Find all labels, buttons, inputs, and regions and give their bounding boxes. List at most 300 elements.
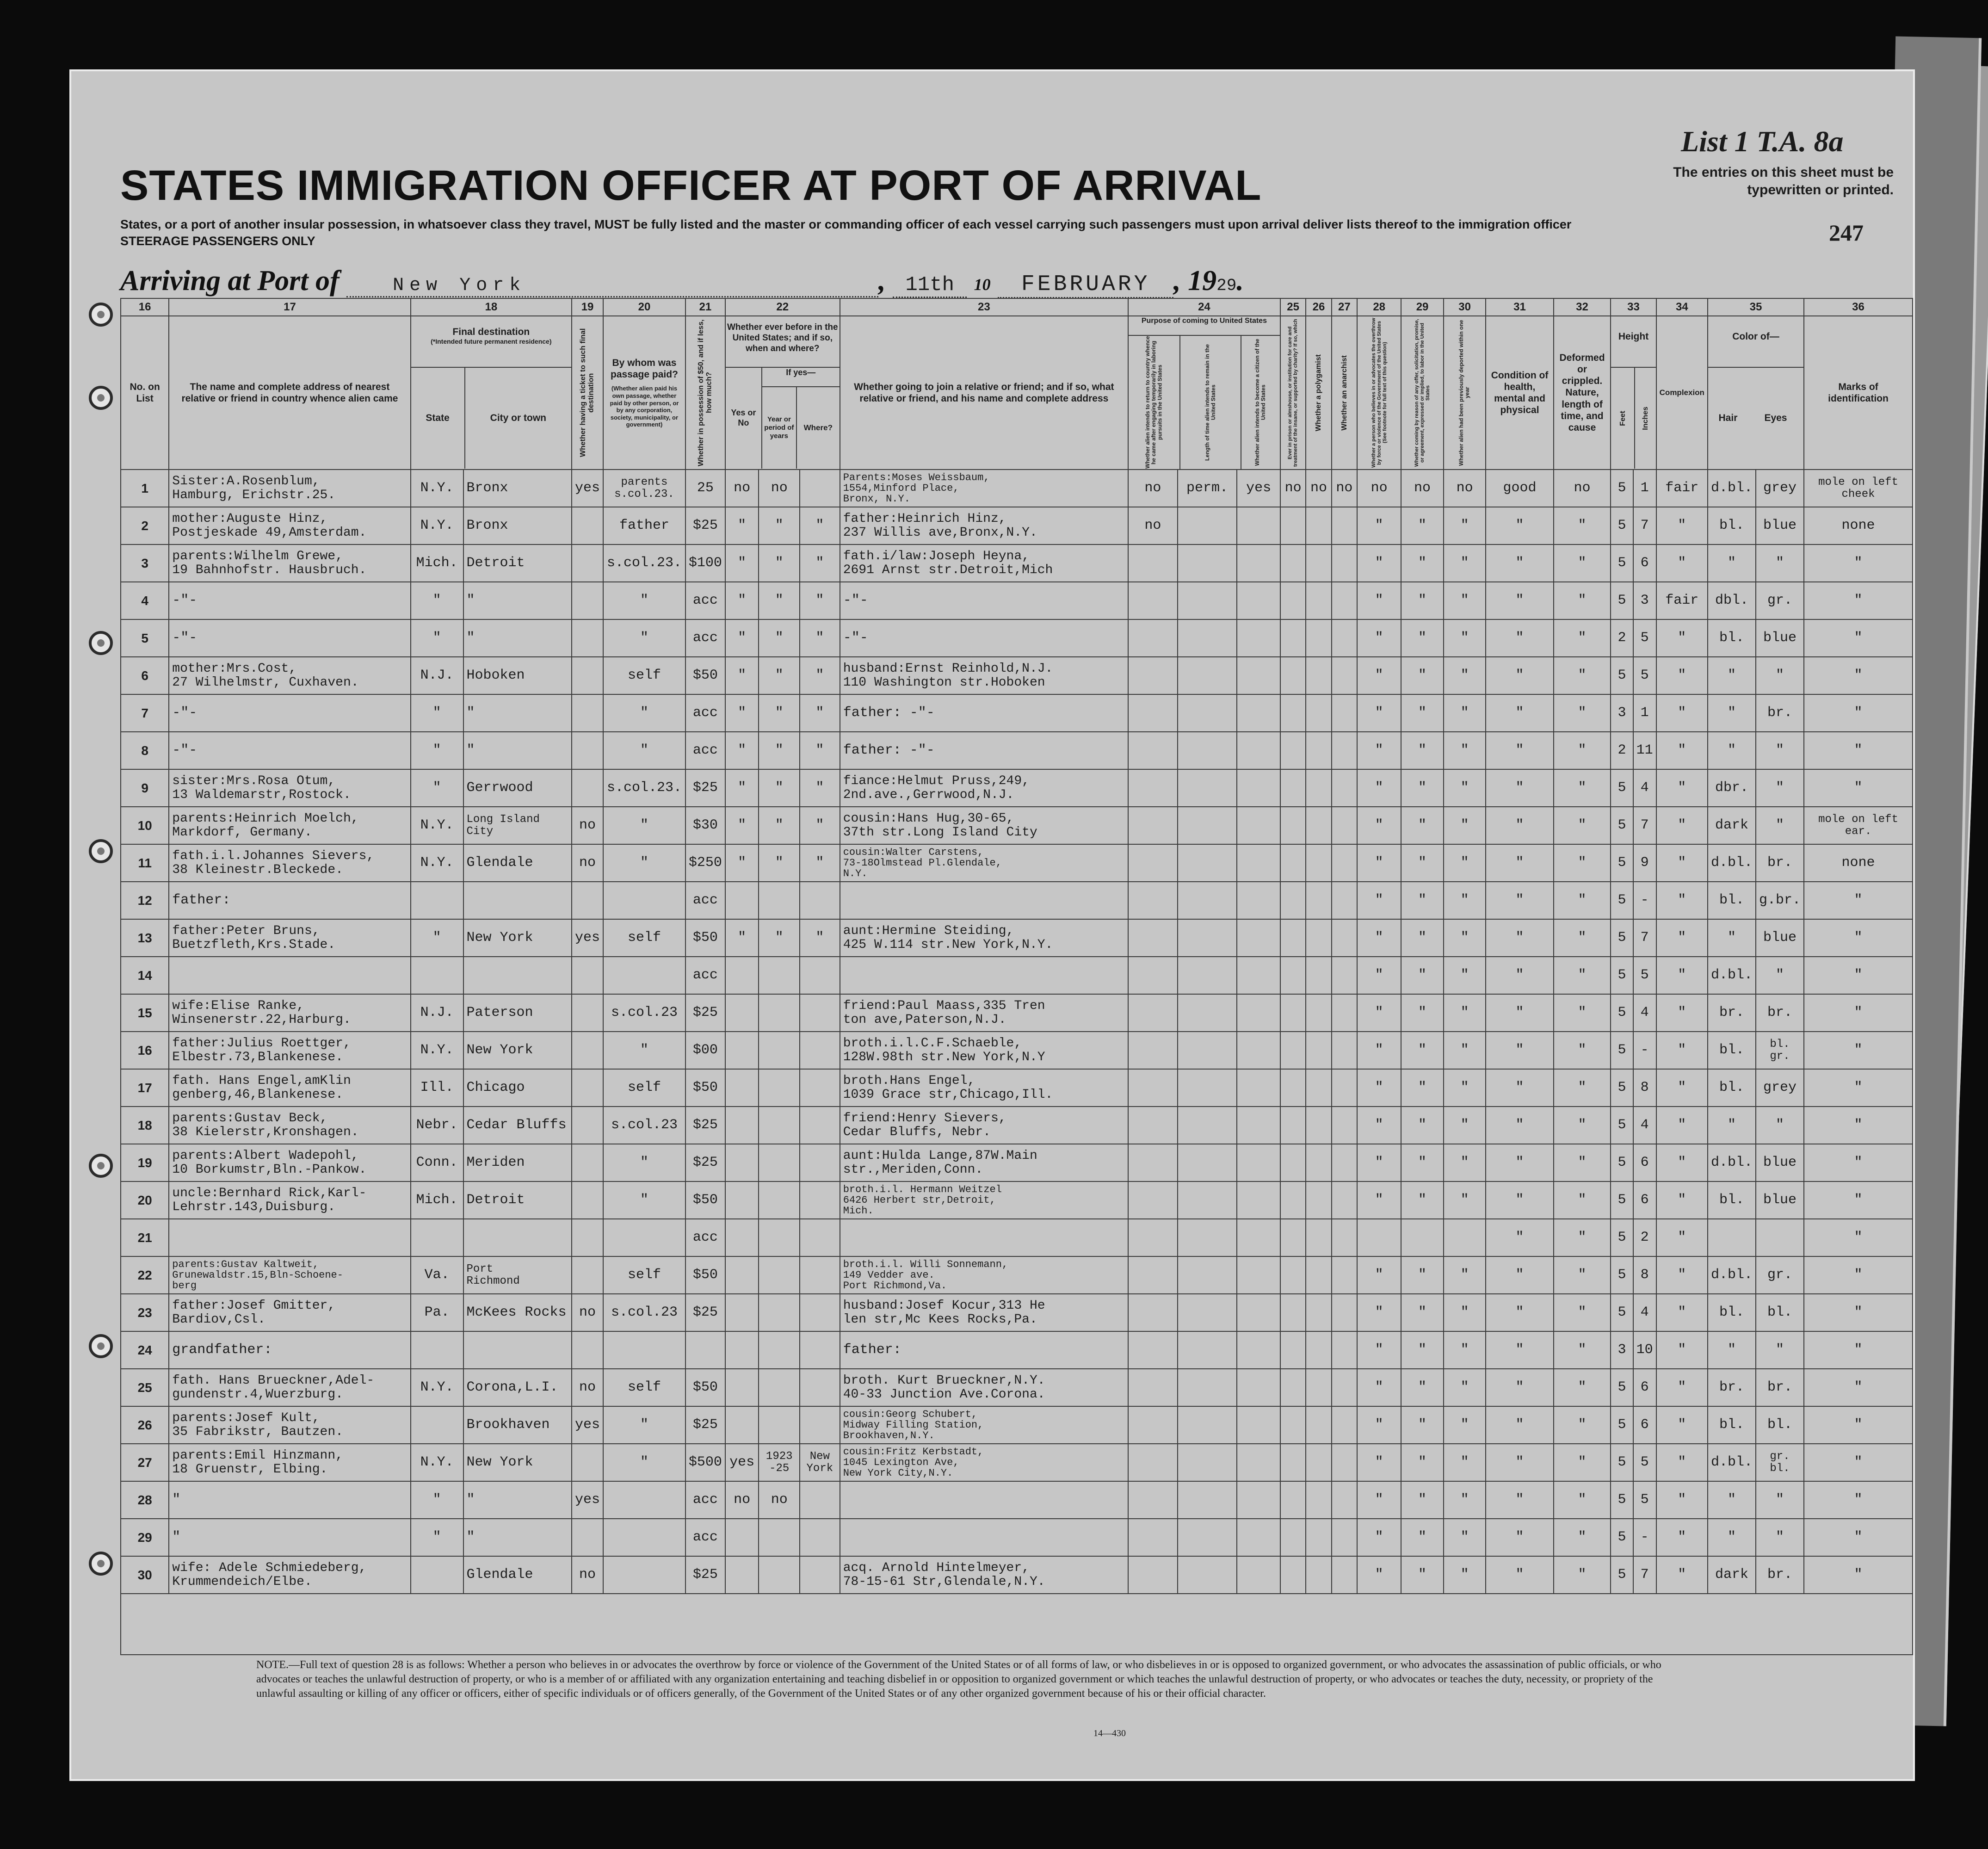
list-label: List 1 T.A. 8a — [1681, 125, 1844, 158]
previous-where-cell: New York — [800, 1444, 840, 1481]
anarchist-cell — [1332, 544, 1357, 582]
city-cell: " — [463, 694, 572, 732]
length-of-stay-cell — [1178, 1519, 1237, 1556]
eye-color-cell: g.br. — [1756, 882, 1804, 919]
deformed-cell: " — [1554, 994, 1611, 1032]
binder-hole-icon — [89, 1154, 113, 1178]
hair-color-cell: bl. — [1708, 1069, 1756, 1107]
row-number: 8 — [121, 732, 169, 769]
previous-years-cell — [759, 1144, 800, 1181]
blank-row — [121, 1594, 1913, 1655]
city-cell: Corona,L.I. — [463, 1369, 572, 1406]
return-intent-cell — [1128, 732, 1178, 769]
length-of-stay-cell — [1178, 1444, 1237, 1481]
header-previous-visit — [725, 316, 840, 470]
deported-cell: " — [1444, 919, 1486, 957]
health-cell: " — [1486, 657, 1553, 694]
previous-years-cell — [759, 882, 800, 919]
joining-cell: aunt:Hulda Lange,87W.Main str.,Meriden,Conn. — [840, 1144, 1128, 1181]
marks-cell: " — [1804, 582, 1913, 619]
labor-offer-cell: " — [1401, 1032, 1444, 1069]
polygamist-cell — [1306, 957, 1331, 994]
state-cell: " — [411, 732, 463, 769]
marks-cell: mole on left ear. — [1804, 807, 1913, 844]
nearest-relative-cell: parents:Wilhelm Grewe, 19 Bahnhofstr. Hausbruch. — [169, 544, 410, 582]
previous-visit-cell: " — [725, 619, 759, 657]
nearest-relative-cell: father:Julius Roettger, Elbestr.73,Blankenese. — [169, 1032, 410, 1069]
row-number: 30 — [121, 1556, 169, 1594]
health-cell: " — [1486, 1406, 1553, 1444]
row-number: 19 — [121, 1144, 169, 1181]
ticket-cell: yes — [572, 919, 603, 957]
length-of-stay-cell — [1178, 1406, 1237, 1444]
citizen-intent-cell — [1237, 882, 1280, 919]
height-feet-cell: 5 — [1611, 807, 1633, 844]
overthrow-cell: " — [1357, 1294, 1401, 1331]
deported-cell: no — [1444, 470, 1486, 507]
city-cell: Cedar Bluffs — [463, 1107, 572, 1144]
overthrow-cell: " — [1357, 507, 1401, 544]
previous-years-cell — [759, 1519, 800, 1556]
deformed-cell: " — [1554, 544, 1611, 582]
length-of-stay-cell — [1178, 657, 1237, 694]
header-previous-visit-title: Whether ever before in the United States; and if so, when and where? — [726, 317, 840, 368]
labor-offer-cell: " — [1401, 1444, 1444, 1481]
polygamist-cell — [1306, 619, 1331, 657]
complexion-cell: " — [1656, 807, 1708, 844]
row-number: 27 — [121, 1444, 169, 1481]
marks-cell: " — [1804, 769, 1913, 807]
joining-cell: broth. Kurt Brueckner,N.Y. 40-33 Junction Ave.Corona. — [840, 1369, 1128, 1406]
anarchist-cell — [1332, 957, 1357, 994]
page-number: 247 — [1829, 220, 1864, 246]
height-feet-cell: 5 — [1611, 1406, 1633, 1444]
eye-color-cell: " — [1756, 657, 1804, 694]
row-number: 7 — [121, 694, 169, 732]
header-final-destination — [411, 316, 572, 470]
return-intent-cell: no — [1128, 507, 1178, 544]
health-cell: " — [1486, 1556, 1553, 1594]
anarchist-cell — [1332, 1256, 1357, 1294]
header-anarchist: Whether an anarchist — [1340, 355, 1348, 431]
nearest-relative-cell: fath.i.l.Johannes Sievers, 38 Kleinestr.Bleckede. — [169, 844, 410, 882]
prison-cell — [1280, 1107, 1306, 1144]
money-cell: acc — [685, 619, 725, 657]
prison-cell — [1280, 994, 1306, 1032]
column-number: 35 — [1708, 298, 1804, 316]
complexion-cell: " — [1656, 507, 1708, 544]
header-nearest-relative: The name and complete address of nearest relative or friend in country whence alien came — [169, 316, 410, 470]
table-row — [121, 919, 1913, 957]
marks-cell: " — [1804, 1144, 1913, 1181]
previous-where-cell: " — [800, 919, 840, 957]
header-feet: Feet — [1618, 410, 1627, 426]
column-number: 16 — [121, 298, 169, 316]
row-number: 28 — [121, 1481, 169, 1519]
deformed-cell: " — [1554, 507, 1611, 544]
return-intent-cell — [1128, 769, 1178, 807]
prison-cell — [1280, 507, 1306, 544]
previous-visit-cell — [725, 1144, 759, 1181]
previous-visit-cell: no — [725, 1481, 759, 1519]
city-cell: New York — [463, 919, 572, 957]
height-inches-cell: - — [1633, 882, 1656, 919]
ticket-cell — [572, 507, 603, 544]
joining-cell: friend:Paul Maass,335 Tren ton ave,Paterson,N.J. — [840, 994, 1128, 1032]
height-inches-cell: 5 — [1633, 1481, 1656, 1519]
labor-offer-cell: " — [1401, 1181, 1444, 1219]
citizen-intent-cell — [1237, 807, 1280, 844]
city-cell: McKees Rocks — [463, 1294, 572, 1331]
previous-where-cell: " — [800, 657, 840, 694]
city-cell: Glendale — [463, 844, 572, 882]
previous-years-cell: " — [759, 507, 800, 544]
joining-cell: husband:Josef Kocur,313 He len str,Mc Kees Rocks,Pa. — [840, 1294, 1128, 1331]
passage-paid-cell — [603, 957, 685, 994]
steerage-label: STEERAGE PASSENGERS ONLY — [120, 234, 315, 248]
header-health: Condition of health, mental and physical — [1486, 316, 1553, 470]
citizen-intent-cell — [1237, 619, 1280, 657]
marks-cell: " — [1804, 1519, 1913, 1556]
joining-cell: fath.i/law:Joseph Heyna, 2691 Arnst str.Detroit,Mich — [840, 544, 1128, 582]
prison-cell — [1280, 1519, 1306, 1556]
health-cell: " — [1486, 1219, 1553, 1256]
health-cell: " — [1486, 807, 1553, 844]
complexion-cell: " — [1656, 1331, 1708, 1369]
joining-cell: broth.i.l.C.F.Schaeble, 128W.98th str.New York,N.Y — [840, 1032, 1128, 1069]
citizen-intent-cell — [1237, 544, 1280, 582]
ticket-cell — [572, 657, 603, 694]
deported-cell: " — [1444, 957, 1486, 994]
hair-color-cell: dbl. — [1708, 582, 1756, 619]
header-29-cell — [1401, 316, 1444, 470]
hair-color-cell: " — [1708, 919, 1756, 957]
nearest-relative-cell: uncle:Bernhard Rick,Karl- Lehrstr.143,Duisburg. — [169, 1181, 410, 1219]
height-inches-cell: 1 — [1633, 470, 1656, 507]
arriving-label: Arriving at Port of — [120, 265, 340, 297]
column-header-row — [121, 316, 1913, 470]
polygamist-cell — [1306, 1331, 1331, 1369]
header-if-yes-label: If yes— — [762, 368, 840, 387]
anarchist-cell — [1332, 994, 1357, 1032]
anarchist-cell — [1332, 657, 1357, 694]
table-row — [121, 1331, 1913, 1369]
height-inches-cell: 9 — [1633, 844, 1656, 882]
marks-cell: none — [1804, 844, 1913, 882]
city-cell: Brookhaven — [463, 1406, 572, 1444]
polygamist-cell — [1306, 882, 1331, 919]
header-complexion: Complexion — [1656, 316, 1708, 470]
height-feet-cell: 5 — [1611, 919, 1633, 957]
height-inches-cell: 5 — [1633, 619, 1656, 657]
header-deported: Whether alien had been previously deported within one year — [1458, 320, 1471, 466]
table-row — [121, 1406, 1913, 1444]
money-cell: $25 — [685, 507, 725, 544]
nearest-relative-cell: wife: Adele Schmiedeberg, Krummendeich/Elbe. — [169, 1556, 410, 1594]
eye-color-cell: gr. bl. — [1756, 1444, 1804, 1481]
height-feet-cell: 5 — [1611, 769, 1633, 807]
polygamist-cell — [1306, 1556, 1331, 1594]
passage-paid-cell: " — [603, 807, 685, 844]
previous-where-cell: " — [800, 844, 840, 882]
complexion-cell: " — [1656, 619, 1708, 657]
marks-cell: " — [1804, 1556, 1913, 1594]
eye-color-cell: " — [1756, 1481, 1804, 1519]
health-cell: " — [1486, 1069, 1553, 1107]
anarchist-cell — [1332, 807, 1357, 844]
passage-paid-cell — [603, 1219, 685, 1256]
previous-visit-cell: " — [725, 507, 759, 544]
return-intent-cell — [1128, 994, 1178, 1032]
health-cell: " — [1486, 544, 1553, 582]
complexion-cell: " — [1656, 1369, 1708, 1406]
table-row — [121, 544, 1913, 582]
height-feet-cell: 3 — [1611, 1331, 1633, 1369]
joining-cell — [840, 1519, 1128, 1556]
money-cell: 25 — [685, 470, 725, 507]
overthrow-cell: " — [1357, 1144, 1401, 1181]
prison-cell — [1280, 694, 1306, 732]
marks-cell: " — [1804, 694, 1913, 732]
joining-cell — [840, 1481, 1128, 1519]
overthrow-cell: " — [1357, 994, 1401, 1032]
return-intent-cell — [1128, 919, 1178, 957]
nearest-relative-cell: parents:Albert Wadepohl, 10 Borkumstr,Bln.-Pankow. — [169, 1144, 410, 1181]
height-feet-cell: 5 — [1611, 1144, 1633, 1181]
ticket-cell — [572, 994, 603, 1032]
previous-where-cell — [800, 957, 840, 994]
joining-cell: friend:Henry Sievers, Cedar Bluffs, Nebr. — [840, 1107, 1128, 1144]
complexion-cell: " — [1656, 1069, 1708, 1107]
state-cell: " — [411, 582, 463, 619]
deformed-cell: " — [1554, 1444, 1611, 1481]
table-row — [121, 844, 1913, 882]
deformed-cell: " — [1554, 1219, 1611, 1256]
citizen-intent-cell — [1237, 1069, 1280, 1107]
arriving-line: Arriving at Port of New York , 11th 10 FEBRUARY , 1929. — [120, 265, 1244, 298]
hair-color-cell: " — [1708, 1519, 1756, 1556]
overthrow-cell: " — [1357, 1481, 1401, 1519]
return-intent-cell — [1128, 1519, 1178, 1556]
labor-offer-cell: " — [1401, 1519, 1444, 1556]
overthrow-cell: " — [1357, 844, 1401, 882]
joining-cell — [840, 957, 1128, 994]
health-cell: " — [1486, 1481, 1553, 1519]
previous-years-cell: " — [759, 732, 800, 769]
header-purpose — [1128, 316, 1280, 470]
header-passage: By whom was passage paid? — [611, 358, 678, 380]
deformed-cell: " — [1554, 619, 1611, 657]
deported-cell: " — [1444, 1369, 1486, 1406]
money-cell: $100 — [685, 544, 725, 582]
day-field: 11th — [893, 273, 967, 298]
return-intent-cell — [1128, 957, 1178, 994]
marks-cell: " — [1804, 994, 1913, 1032]
deformed-cell: " — [1554, 1107, 1611, 1144]
height-inches-cell: 4 — [1633, 994, 1656, 1032]
ticket-cell — [572, 619, 603, 657]
height-inches-cell: 11 — [1633, 732, 1656, 769]
previous-years-cell — [759, 1556, 800, 1594]
marks-cell: " — [1804, 1069, 1913, 1107]
money-cell: $50 — [685, 1069, 725, 1107]
table-row — [121, 1369, 1913, 1406]
city-cell: Meriden — [463, 1144, 572, 1181]
header-inches-cell — [1635, 368, 1655, 469]
row-number: 6 — [121, 657, 169, 694]
money-cell: $50 — [685, 1369, 725, 1406]
labor-offer-cell: " — [1401, 657, 1444, 694]
return-intent-cell — [1128, 1556, 1178, 1594]
height-inches-cell: 8 — [1633, 1069, 1656, 1107]
overthrow-cell: " — [1357, 1256, 1401, 1294]
state-cell: " — [411, 769, 463, 807]
length-of-stay-cell: perm. — [1178, 470, 1237, 507]
anarchist-cell — [1332, 1519, 1357, 1556]
anarchist-cell — [1332, 1444, 1357, 1481]
row-number: 17 — [121, 1069, 169, 1107]
header-24a-cell — [1129, 336, 1180, 469]
polygamist-cell — [1306, 807, 1331, 844]
hair-color-cell: d.bl. — [1708, 1444, 1756, 1481]
health-cell: " — [1486, 957, 1553, 994]
height-inches-cell: 6 — [1633, 544, 1656, 582]
height-feet-cell: 2 — [1611, 732, 1633, 769]
hair-color-cell: d.bl. — [1708, 1144, 1756, 1181]
passage-paid-cell: s.col.23 — [603, 1107, 685, 1144]
length-of-stay-cell — [1178, 844, 1237, 882]
table-row — [121, 732, 1913, 769]
binder-hole-icon — [89, 631, 113, 655]
previous-visit-cell — [725, 1369, 759, 1406]
passage-paid-cell: " — [603, 619, 685, 657]
eye-color-cell: blue — [1756, 1181, 1804, 1219]
city-cell: Bronx — [463, 470, 572, 507]
city-cell: " — [463, 619, 572, 657]
nearest-relative-cell: wife:Elise Ranke, Winsenerstr.22,Harburg. — [169, 994, 410, 1032]
hair-color-cell: bl. — [1708, 1294, 1756, 1331]
previous-visit-cell — [725, 882, 759, 919]
city-cell: New York — [463, 1032, 572, 1069]
return-intent-cell — [1128, 544, 1178, 582]
citizen-intent-cell — [1237, 1556, 1280, 1594]
deported-cell: " — [1444, 657, 1486, 694]
ticket-cell — [572, 1107, 603, 1144]
header-joining: Whether going to join a relative or friend; and if so, what relative or friend, and his name and complete address — [840, 316, 1128, 470]
health-cell: " — [1486, 1294, 1553, 1331]
header-deformed: Deformed or crippled. Nature, length of time, and cause — [1554, 316, 1611, 470]
previous-where-cell: " — [800, 807, 840, 844]
citizen-intent-cell — [1237, 919, 1280, 957]
health-cell: " — [1486, 882, 1553, 919]
money-cell: $50 — [685, 919, 725, 957]
overthrow-cell: " — [1357, 769, 1401, 807]
row-number: 2 — [121, 507, 169, 544]
citizen-intent-cell — [1237, 507, 1280, 544]
state-cell: " — [411, 919, 463, 957]
hair-color-cell: d.bl. — [1708, 1256, 1756, 1294]
binder-hole-icon — [89, 386, 113, 410]
previous-years-cell: " — [759, 769, 800, 807]
state-cell: Nebr. — [411, 1107, 463, 1144]
prison-cell — [1280, 1481, 1306, 1519]
eye-color-cell — [1756, 1219, 1804, 1256]
health-cell: " — [1486, 769, 1553, 807]
polygamist-cell — [1306, 1181, 1331, 1219]
header-27-cell — [1332, 316, 1357, 470]
previous-visit-cell: yes — [725, 1444, 759, 1481]
money-cell: $00 — [685, 1032, 725, 1069]
deported-cell: " — [1444, 807, 1486, 844]
prison-cell — [1280, 882, 1306, 919]
marks-cell: " — [1804, 1181, 1913, 1219]
height-inches-cell: 5 — [1633, 657, 1656, 694]
anarchist-cell — [1332, 582, 1357, 619]
complexion-cell: " — [1656, 769, 1708, 807]
table-row — [121, 694, 1913, 732]
money-cell: acc — [685, 732, 725, 769]
deformed-cell: " — [1554, 807, 1611, 844]
length-of-stay-cell — [1178, 1294, 1237, 1331]
table-row — [121, 994, 1913, 1032]
passage-paid-cell: father — [603, 507, 685, 544]
passage-paid-cell — [603, 1556, 685, 1594]
previous-visit-cell: " — [725, 694, 759, 732]
length-of-stay-cell — [1178, 919, 1237, 957]
polygamist-cell — [1306, 1144, 1331, 1181]
money-cell: acc — [685, 957, 725, 994]
polygamist-cell — [1306, 844, 1331, 882]
ticket-cell — [572, 957, 603, 994]
deported-cell: " — [1444, 1256, 1486, 1294]
nearest-relative-cell: -"- — [169, 732, 410, 769]
complexion-cell: " — [1656, 1481, 1708, 1519]
prison-cell — [1280, 1032, 1306, 1069]
header-length-of-stay: Length of time alien intends to remain in the United States — [1204, 344, 1216, 461]
previous-where-cell — [800, 1032, 840, 1069]
anarchist-cell — [1332, 1369, 1357, 1406]
column-number: 19 — [572, 298, 603, 316]
passage-paid-cell: " — [603, 732, 685, 769]
passage-paid-cell: self — [603, 919, 685, 957]
money-cell: acc — [685, 694, 725, 732]
passage-paid-cell: self — [603, 1256, 685, 1294]
eye-color-cell: gr. — [1756, 1256, 1804, 1294]
column-number: 32 — [1554, 298, 1611, 316]
labor-offer-cell: " — [1401, 544, 1444, 582]
previous-where-cell — [800, 1069, 840, 1107]
passage-paid-cell — [603, 1519, 685, 1556]
prison-cell — [1280, 544, 1306, 582]
binder-hole-icon — [89, 1334, 113, 1358]
ticket-cell — [572, 582, 603, 619]
hair-color-cell: bl. — [1708, 1032, 1756, 1069]
marks-cell: " — [1804, 619, 1913, 657]
header-height-title: Height — [1611, 317, 1655, 368]
joining-cell: broth.i.l. Hermann Weitzel 6426 Herbert str,Detroit, Mich. — [840, 1181, 1128, 1219]
table-row — [121, 470, 1913, 507]
citizen-intent-cell — [1237, 1256, 1280, 1294]
table-row — [121, 507, 1913, 544]
previous-visit-cell — [725, 1032, 759, 1069]
labor-offer-cell — [1401, 1219, 1444, 1256]
money-cell: acc — [685, 1519, 725, 1556]
form-code: 14—430 — [1093, 1728, 1126, 1738]
previous-visit-cell: " — [725, 582, 759, 619]
previous-years-cell: " — [759, 844, 800, 882]
ticket-cell — [572, 732, 603, 769]
joining-cell: husband:Ernst Reinhold,N.J. 110 Washington str.Hoboken — [840, 657, 1128, 694]
